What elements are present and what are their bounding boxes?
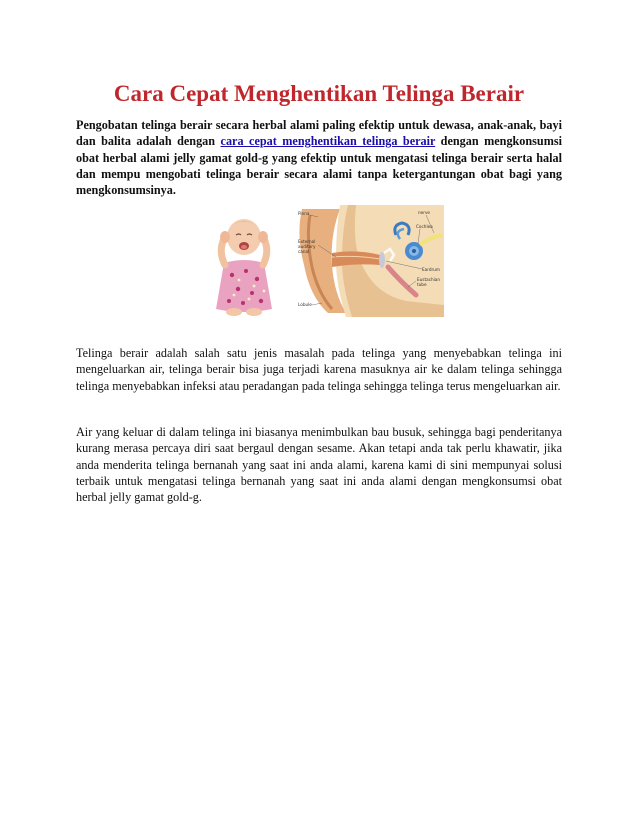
crying-baby-image bbox=[194, 205, 294, 317]
ear-anatomy-diagram bbox=[296, 205, 444, 317]
label-eardrum: Eardrum bbox=[422, 267, 440, 272]
intro-paragraph bbox=[76, 117, 562, 198]
page-title: Cara Cepat Menghentikan Telinga Berair bbox=[113, 81, 525, 106]
label-external-2: auditory bbox=[298, 244, 316, 249]
telinga-berair-link[interactable]: cara cepat menghentikan telinga berair bbox=[220, 134, 436, 149]
intro-text-end: dengan mengkonsumsi obat herbal alami jelly gamat gold-g yang efektip untuk mengatasi telinga berair serta halal dan mempu mengobati telinga berair secara alami tanpa ketergantungan obat bagi yang mengkonsumsinya. bbox=[76, 134, 562, 198]
label-external-3: canal bbox=[298, 249, 310, 254]
label-eustachian-1: Eustachian bbox=[417, 277, 441, 282]
label-eustachian-2: tube bbox=[417, 282, 427, 287]
body-paragraph-2: Air yang keluar di dalam telinga ini biasanya menimbulkan bau busuk, sehingga bagi penderitanya kurang merasa percaya diri saat bergaul dengan sesame. Akan tetapi anda tak perlu khawatir, jika anda menderita telinga bernanah yang saat ini anda alami, karena kami di sini mempunyai solusi terbaik untuk mengatasi telinga bernanah yang saat ini anda alami dengan mengkonsumsi obat herbal jelly gamat gold-g. bbox=[76, 425, 562, 505]
label-nerve: nerve bbox=[418, 210, 431, 215]
label-cochlea: Cochlea bbox=[416, 224, 433, 229]
label-pinna: Pinna bbox=[298, 211, 310, 216]
body-paragraph-1: Telinga berair adalah salah satu jenis masalah pada telinga yang menyebabkan telinga ini mengeluarkan air, telinga berair bisa juga terjadi karena masuknya air ke dalam telinga sehingga telinga menyebabkan infeksi atau peradangan pada telinga sehingga telinga terus mengeluarkan air. bbox=[76, 346, 562, 393]
article-figure bbox=[194, 205, 444, 317]
label-lobule: Lobule bbox=[298, 302, 312, 307]
label-external-1: External bbox=[298, 239, 316, 244]
intro-text-start: Pengobatan telinga berair secara herbal alami paling efektip untuk dewasa, anak-anak, bayi dan balita adalah dengan bbox=[76, 118, 562, 149]
